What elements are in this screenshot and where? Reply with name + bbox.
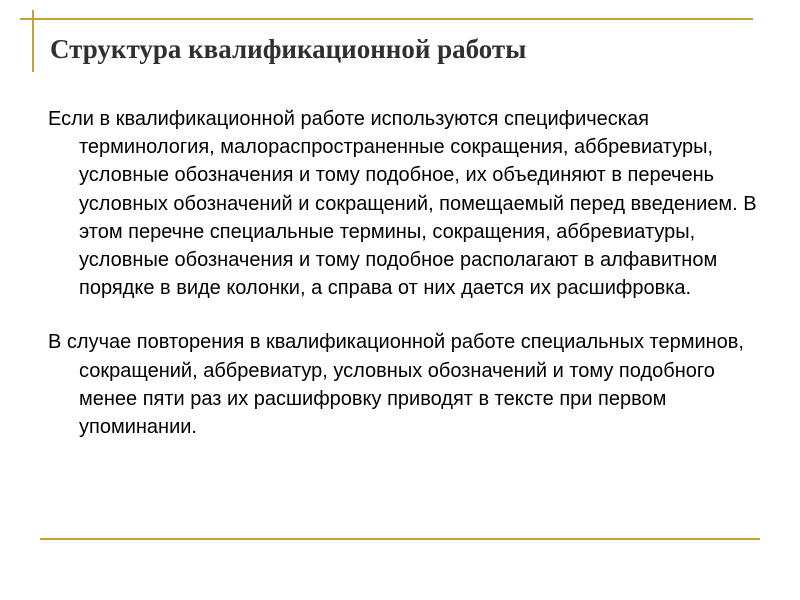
top-divider-line: [20, 18, 753, 20]
paragraph-abbreviations-list: Если в квалификационной работе используются специфическая терминология, малораспространенные сокращения, аббревиатуры, условные обозначения и тому подобное, их объединяют в перечень условных обозначений и сокращений, помещаемый перед введением. В этом перечне специальные термины, сокращения, аббревиатуры, условные обозначения и тому подобное располагают в алфавитном порядке в виде колонки, а справа от них дается их расшифровка.: [48, 108, 757, 300]
left-divider-line: [32, 10, 34, 72]
paragraph-repeated-terms: В случае повторения в квалификационной работе специальных терминов, сокращений, аббревиатур, условных обозначений и тому подобного менее пяти раз их расшифровку приводят в тексте при первом упоминании.: [48, 331, 744, 439]
bottom-divider-line: [40, 538, 760, 540]
slide-title: Структура квалификационной работы: [50, 34, 527, 64]
slide-body: [48, 105, 758, 441]
